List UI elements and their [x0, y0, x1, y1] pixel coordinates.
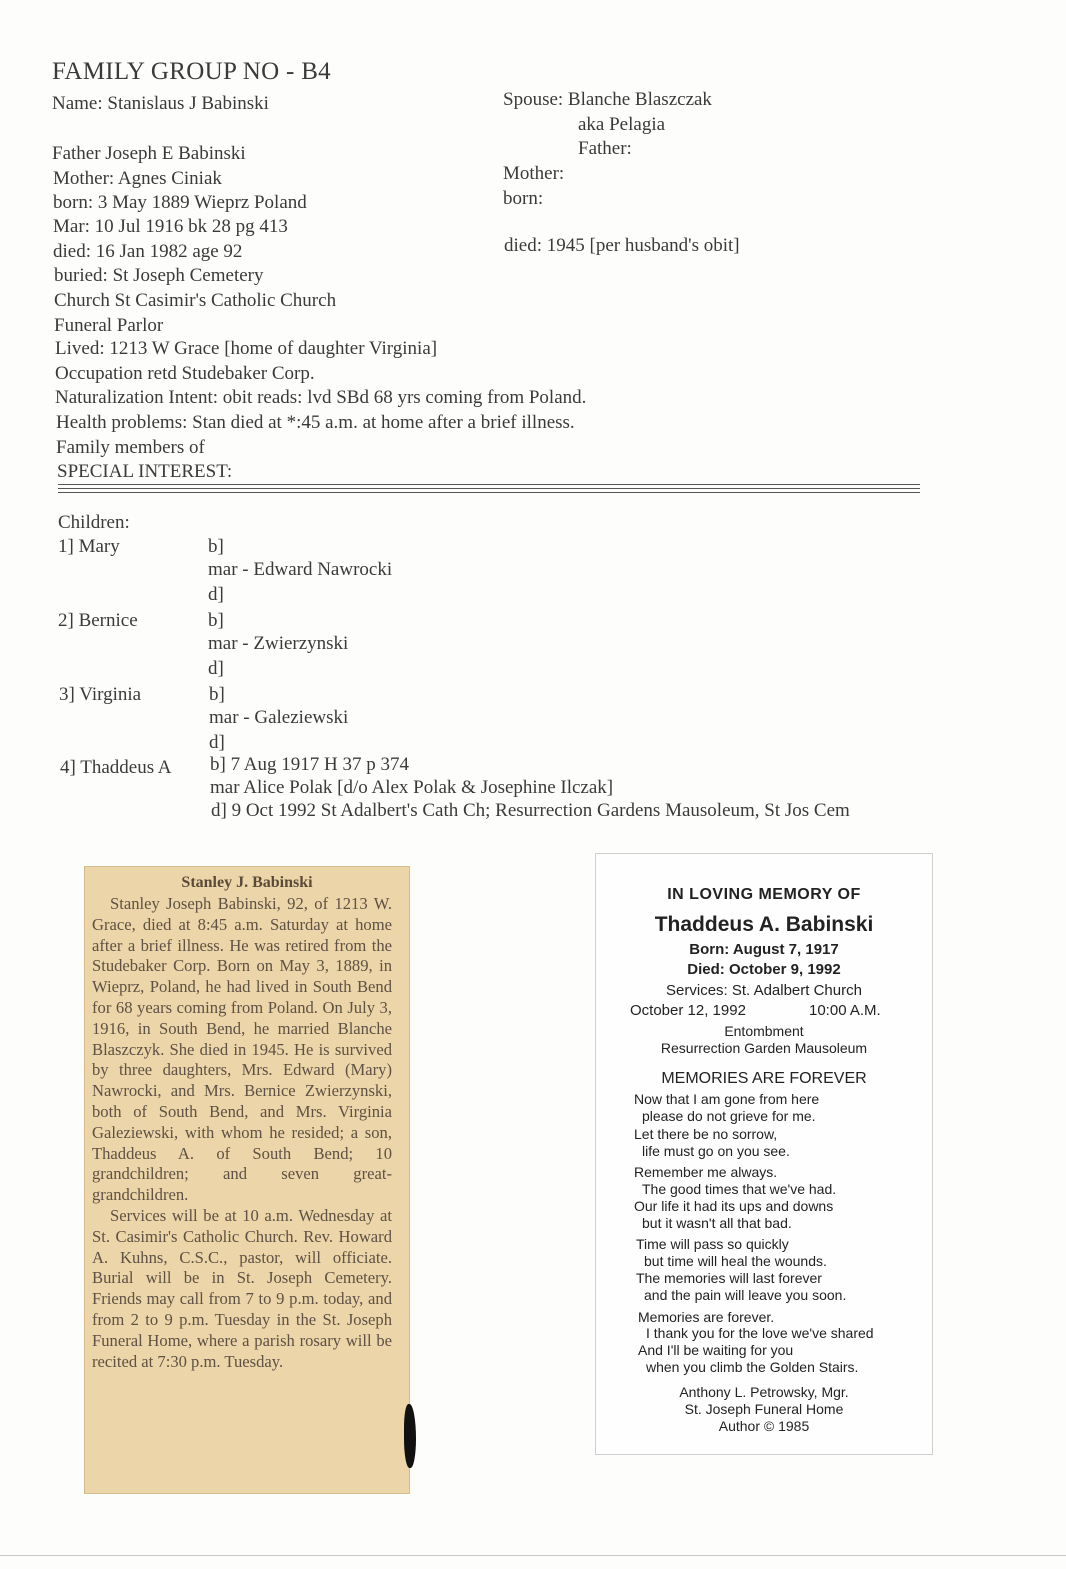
page-title: FAMILY GROUP NO - B4	[52, 58, 331, 85]
poem-line: Now that I am gone from here	[634, 1091, 820, 1107]
poem-line: life must go on you see.	[642, 1143, 790, 1159]
poem-line: Time will pass so quickly	[636, 1236, 789, 1252]
child-name: 2] Bernice	[58, 610, 138, 631]
poem-line: please do not grieve for me.	[642, 1108, 816, 1124]
health-line: Health problems: Stan died at *:45 a.m. at home after a brief illness.	[56, 412, 575, 433]
poem-line: Remember me always.	[634, 1164, 778, 1180]
card-location: Resurrection Garden Mausoleum	[660, 1040, 868, 1056]
child-died: d]	[208, 584, 224, 605]
child-died: d]	[209, 732, 225, 753]
memorial-card	[595, 853, 933, 1455]
poem-line: but time will heal the wounds.	[644, 1253, 827, 1269]
children-label: Children:	[58, 512, 130, 533]
died-line: died: 16 Jan 1982 age 92	[53, 241, 243, 262]
divider	[58, 484, 920, 485]
child-married: mar - Galeziewski	[209, 707, 349, 728]
child-born: b]	[209, 684, 225, 705]
divider	[58, 492, 920, 493]
obituary-text	[92, 894, 392, 1372]
card-author: Anthony L. Petrowsky, Mgr.	[679, 1384, 849, 1400]
poem-line: I thank you for the love we've shared	[646, 1325, 874, 1341]
obituary-heading: Stanley J. Babinski	[181, 874, 313, 891]
spouse-mother: Mother:	[503, 163, 565, 184]
card-died: Died: October 9, 1992	[687, 961, 841, 978]
child-married: mar - Zwierzynski	[208, 633, 349, 654]
spouse-father: Father:	[578, 138, 632, 159]
church-line: Church St Casimir's Catholic Church	[54, 290, 337, 311]
card-services: Services: St. Adalbert Church	[666, 982, 862, 999]
spouse-line: Spouse: Blanche Blaszczak	[503, 89, 712, 110]
child-name: 1] Mary	[58, 536, 120, 557]
card-service-time: 10:00 A.M.	[809, 1002, 881, 1019]
poem-line: but it wasn't all that bad.	[642, 1215, 792, 1231]
poem-line: when you climb the Golden Stairs.	[646, 1359, 859, 1375]
mar-line: Mar: 10 Jul 1916 bk 28 pg 413	[53, 216, 288, 237]
child-died: d] 9 Oct 1992 St Adalbert's Cath Ch; Resurrection Gardens Mausoleum, St Jos Cem	[211, 800, 850, 821]
spouse-died: died: 1945 [per husband's obit]	[504, 235, 740, 256]
name-line: Name: Stanislaus J Babinski	[52, 93, 269, 114]
child-born: b]	[208, 536, 224, 557]
obituary-clipping	[84, 866, 410, 1494]
spouse-aka: aka Pelagia	[578, 114, 666, 135]
card-copyright: Author © 1985	[718, 1418, 810, 1434]
buried-line: buried: St Joseph Cemetery	[54, 265, 264, 286]
poem-line: Let there be no sorrow,	[634, 1126, 778, 1142]
scan-edge	[0, 1555, 1066, 1556]
lived-line: Lived: 1213 W Grace [home of daughter Virginia]	[55, 338, 438, 359]
occupation-line: Occupation retd Studebaker Corp.	[55, 363, 315, 384]
card-heading: IN LOVING MEMORY OF	[667, 886, 861, 903]
naturalization-line: Naturalization Intent: obit reads: lvd SBd 68 yrs coming from Poland.	[55, 387, 587, 408]
poem-line: The memories will last forever	[636, 1270, 822, 1286]
child-married: mar - Edward Nawrocki	[208, 559, 393, 580]
poem-line: The good times that we've had.	[642, 1181, 837, 1197]
card-born: Born: August 7, 1917	[689, 941, 839, 958]
child-died: d]	[208, 658, 224, 679]
special-line: SPECIAL INTEREST:	[57, 461, 233, 482]
child-born: b]	[208, 610, 224, 631]
divider	[58, 488, 920, 489]
funeral-line: Funeral Parlor	[54, 315, 164, 336]
obituary-paragraph: Stanley Joseph Babinski, 92, of 1213 W. Grace, died at 8:45 a.m. Saturday at home after a brief illness. He was retired from the Studebaker Corp. Born on May 3, 1889, in Wieprz, Poland, he had lived in South Bend for 68 years coming from Poland. On July 3, 1916, in South Bend, he married Blanche Blaszczyk. She died in 1945. He is survived by three daughters, Mrs. Edward (Mary) Nawrocki, and Mrs. Bernice Zwierzynski, both of South Bend, and Mrs. Virginia Galeziewski, with whom he resided; a son, Thaddeus A. of South Bend; 10 grandchildren; and seven great-grandchildren.	[92, 894, 392, 1205]
card-service-date: October 12, 1992	[630, 1002, 746, 1019]
card-poem-title: MEMORIES ARE FOREVER	[661, 1070, 867, 1087]
child-married: mar Alice Polak [d/o Alex Polak & Josephine Ilczak]	[210, 777, 614, 798]
poem-line: and the pain will leave you soon.	[644, 1287, 847, 1303]
card-entombment: Entombment	[724, 1023, 804, 1039]
poem-line: Memories are forever.	[638, 1309, 775, 1325]
born-line: born: 3 May 1889 Wieprz Poland	[53, 192, 307, 213]
poem-line: And I'll be waiting for you	[638, 1342, 794, 1358]
tape-mark	[404, 1404, 416, 1468]
father-line: Father Joseph E Babinski	[52, 143, 246, 164]
child-name: 3] Virginia	[59, 684, 142, 705]
obituary-paragraph: Services will be at 10 a.m. Wednesday at St. Casimir's Catholic Church. Rev. Howard A. Kuhns, C.S.C., pastor, will officiate. Burial will be in St. Joseph Cemetery. Friends may call from 7 to 9 p.m. today, and from 2 to 9 p.m. Tuesday in the St. Joseph Funeral Home, where a parish rosary will be recited at 7:30 p.m. Tuesday.	[92, 1205, 392, 1371]
family-line: Family members of	[56, 437, 205, 458]
card-name: Thaddeus A. Babinski	[654, 913, 874, 936]
child-born: b] 7 Aug 1917 H 37 p 374	[210, 754, 409, 775]
mother-line: Mother: Agnes Ciniak	[53, 168, 222, 189]
card-funeral-home: St. Joseph Funeral Home	[684, 1401, 844, 1417]
child-name: 4] Thaddeus A	[60, 757, 172, 778]
spouse-born: born:	[503, 188, 544, 209]
poem-line: Our life it had its ups and downs	[634, 1198, 834, 1214]
